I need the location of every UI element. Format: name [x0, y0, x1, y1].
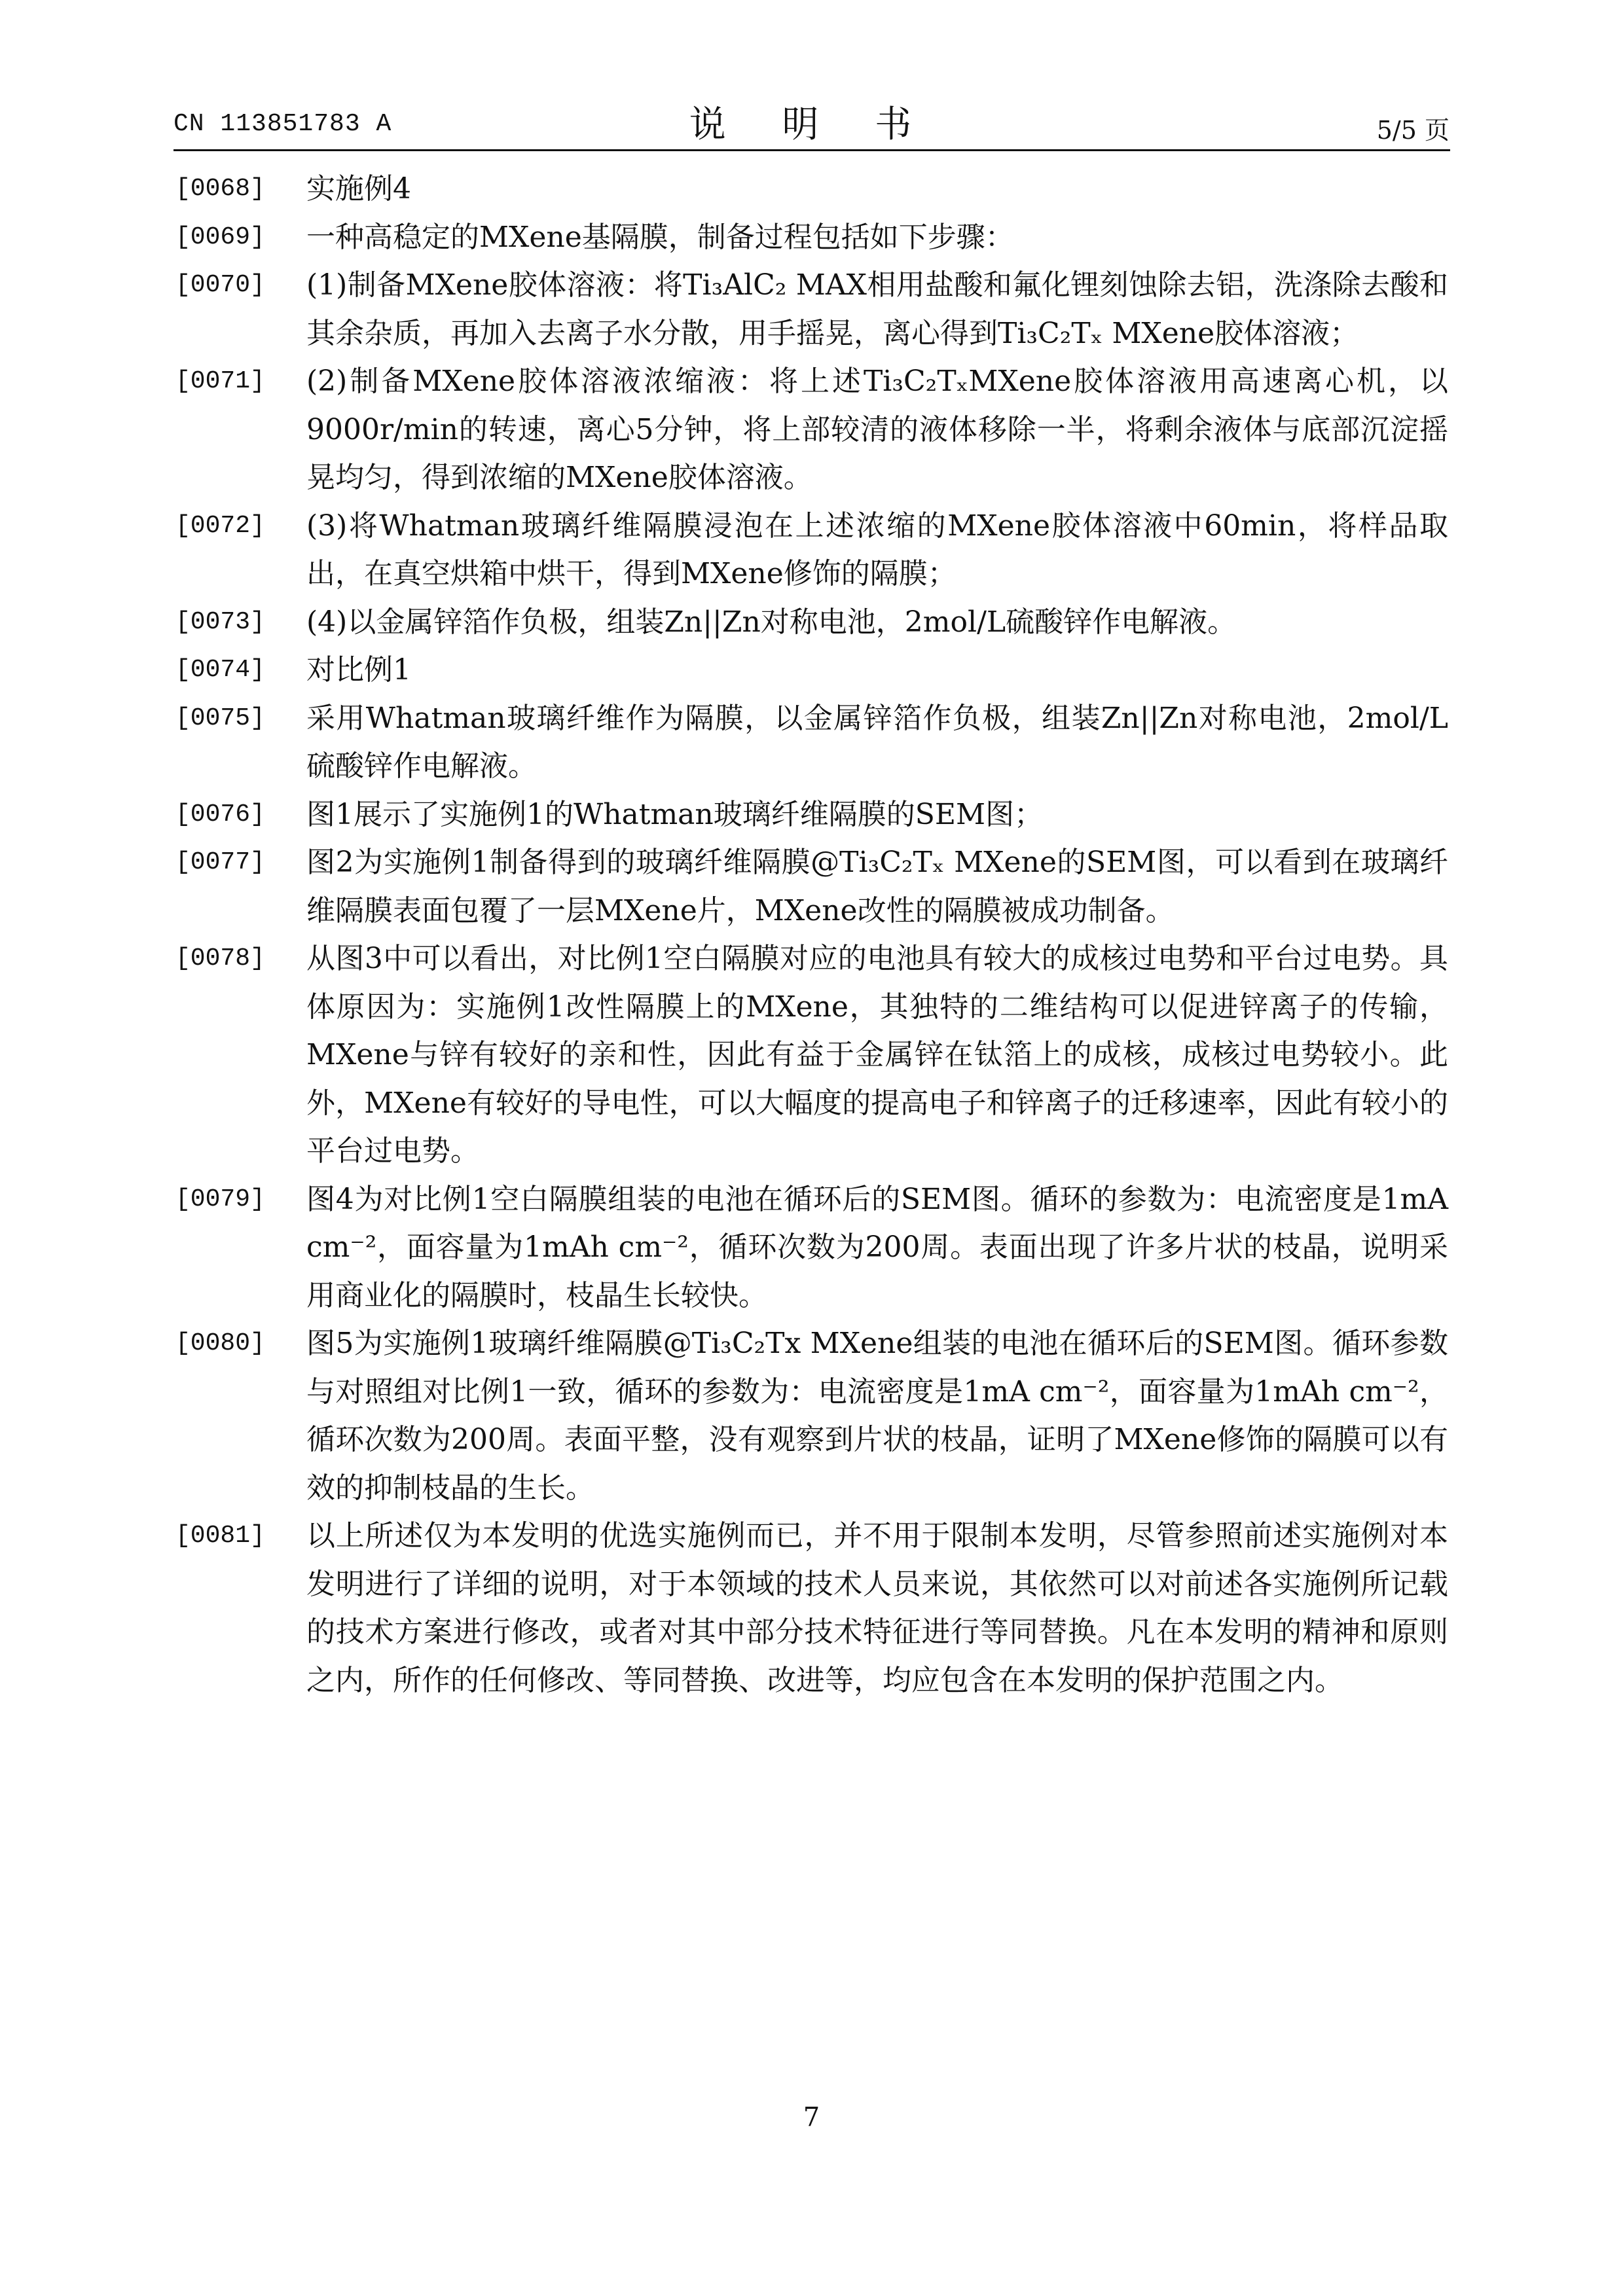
paragraph-number: [0070] [175, 271, 265, 299]
paragraph-0071 [175, 357, 1448, 502]
patent-number: CN 113851783 A [173, 110, 392, 138]
paragraph-0068 [175, 165, 1448, 213]
paragraph-number: [0081] [175, 1522, 265, 1550]
page-indicator: 5/5 页 [1376, 116, 1450, 145]
paragraph-0075 [175, 694, 1448, 791]
paragraph-number: [0079] [175, 1185, 265, 1213]
paragraph-0074 [175, 646, 1448, 694]
paragraph-0079 [175, 1175, 1448, 1320]
paragraph-number: [0069] [175, 223, 265, 251]
paragraph-text: 图5为实施例1玻璃纤维隔膜@Ti₃C₂Tx MXene组装的电池在循环后的SEM图。循环参数与对照组对比例1一致，循环的参数为：电流密度是1mA cm⁻²，面容量为1mAh cm⁻²，循环次数为200周。表面平整，没有观察到片状的枝晶，证明了MXene修饰的隔膜可以有效的抑制枝晶的生长。 [306, 1327, 1448, 1505]
paragraph-text: 图2为实施例1制备得到的玻璃纤维隔膜@Ti₃C₂Tₓ MXene的SEM图，可以看到在玻璃纤维隔膜表面包覆了一层MXene片，MXene改性的隔膜被成功制备。 [306, 846, 1448, 927]
paragraph-number: [0078] [175, 944, 265, 973]
paragraph-number: [0076] [175, 800, 265, 829]
paragraph-number: [0075] [175, 704, 265, 732]
paragraph-text: 实施例4 [306, 172, 411, 206]
paragraph-0077 [175, 838, 1448, 935]
paragraph-0069 [175, 213, 1448, 262]
paragraph-0078 [175, 935, 1448, 1175]
paragraph-text: (2)制备MXene胶体溶液浓缩液：将上述Ti₃C₂TₓMXene胶体溶液用高速离心机，以9000r/min的转速，离心5分钟，将上部较清的液体移除一半，将剩余液体与底部沉淀摇晃均匀，得到浓缩的MXene胶体溶液。 [306, 365, 1448, 494]
paragraph-number: [0077] [175, 848, 265, 876]
paragraph-text: 以上所述仅为本发明的优选实施例而已，并不用于限制本发明，尽管参照前述实施例对本发明进行了详细的说明，对于本领域的技术人员来说，其依然可以对前述各实施例所记载的技术方案进行修改，或者对其中部分技术特征进行等同替换。凡在本发明的精神和原则之内，所作的任何修改、等同替换、改进等，均应包含在本发明的保护范围之内。 [306, 1519, 1448, 1697]
paragraph-text: 图1展示了实施例1的Whatman玻璃纤维隔膜的SEM图； [306, 797, 1044, 831]
document-title: 说 明 书 [689, 103, 934, 146]
paragraph-number: [0074] [175, 656, 265, 684]
description-body [175, 165, 1448, 1704]
paragraph-0072 [175, 502, 1448, 598]
page-number: 7 [803, 2102, 820, 2132]
paragraph-number: [0071] [175, 367, 265, 395]
paragraph-text: (3)将Whatman玻璃纤维隔膜浸泡在上述浓缩的MXene胶体溶液中60min，将样品取出，在真空烘箱中烘干，得到MXene修饰的隔膜； [306, 509, 1448, 590]
paragraph-text: (4)以金属锌箔作负极，组装Zn||Zn对称电池，2mol/L硫酸锌作电解液。 [306, 605, 1237, 639]
header-rule [173, 149, 1450, 151]
paragraph-number: [0080] [175, 1329, 265, 1357]
paragraph-0076 [175, 791, 1448, 839]
paragraph-text: 采用Whatman玻璃纤维作为隔膜，以金属锌箔作负极，组装Zn||Zn对称电池，2mol/L硫酸锌作电解液。 [306, 701, 1448, 783]
paragraph-number: [0072] [175, 511, 265, 540]
paragraph-text: 一种高稳定的MXene基隔膜，制备过程包括如下步骤： [306, 220, 1014, 254]
paragraph-text: 从图3中可以看出，对比例1空白隔膜对应的电池具有较大的成核过电势和平台过电势。具体原因为：实施例1改性隔膜上的MXene，其独特的二维结构可以促进锌离子的传输，MXene与锌有较好的亲和性，因此有益于金属锌在钛箔上的成核，成核过电势较小。此外，MXene有较好的导电性，可以大幅度的提高电子和锌离子的迁移速率，因此有较小的平台过电势。 [306, 942, 1448, 1168]
paragraph-0070 [175, 261, 1448, 357]
paragraph-0081 [175, 1512, 1448, 1704]
paragraph-text: 对比例1 [306, 653, 411, 687]
paragraph-number: [0073] [175, 607, 265, 636]
paragraph-text: 图4为对比例1空白隔膜组装的电池在循环后的SEM图。循环的参数为：电流密度是1mA cm⁻²，面容量为1mAh cm⁻²，循环次数为200周。表面出现了许多片状的枝晶，说明采用商业化的隔膜时，枝晶生长较快。 [306, 1182, 1448, 1312]
paragraph-0073 [175, 598, 1448, 647]
paragraph-text: (1)制备MXene胶体溶液：将Ti₃AlC₂ MAX相用盐酸和氟化锂刻蚀除去铝，洗涤除去酸和其余杂质，再加入去离子水分散，用手摇晃，离心得到Ti₃C₂Tₓ MXene胶体溶液； [306, 268, 1448, 350]
paragraph-0080 [175, 1319, 1448, 1512]
paragraph-number: [0068] [175, 175, 265, 203]
